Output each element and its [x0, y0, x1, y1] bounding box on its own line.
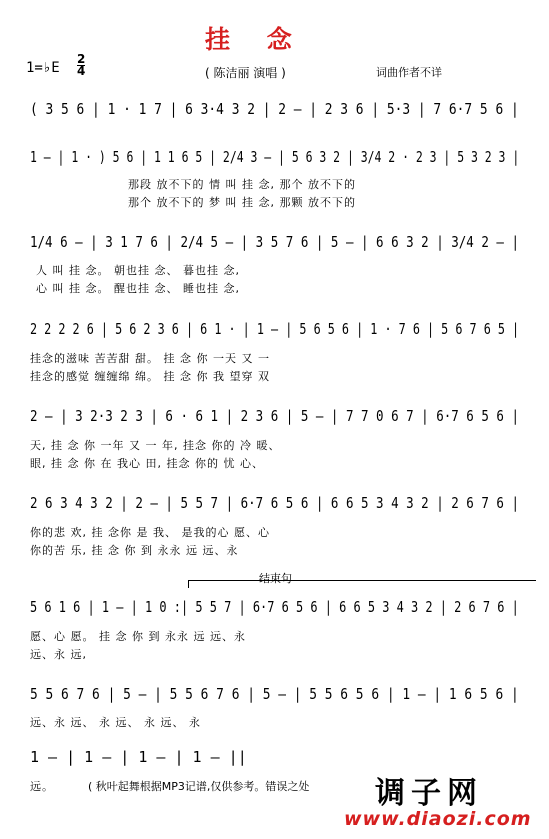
score-row-4: 2 2 2 2 6 | 5 6 2 3 6 | 6 1 · | 1 – | 5 6 5 6 | 1 · 7 6 | 5 6 7 6 5 |: [30, 320, 520, 338]
score-row-8: 5 5 6 7 6 | 5 – | 5 5 6 7 6 | 5 – | 5 5 6 5 6 | 1 – | 1 6 5 6 |: [30, 685, 519, 703]
singer-credit: ( 陈洁丽 演唱 ): [205, 66, 286, 80]
lyrics-row-2-verse-1: 那段 放不下的 情 叫 挂 念, 那个 放不下的: [128, 178, 356, 191]
lyrics-row-7-verse-1: 愿、心 愿。 挂 念 你 到 永永 远 远、永: [30, 630, 246, 643]
lyrics-row-5-verse-2: 眼, 挂 念 你 在 我心 田, 挂念 你的 忧 心、: [30, 457, 264, 470]
lyrics-row-6-verse-2: 你的苦 乐, 挂 念 你 到 永永 远 远、永: [30, 544, 239, 557]
score-row-2: 1 – | 1 · ) 5 6 | 1 1 6 5 | 2/4 3 – | 5 6 3 2 | 3/4 2 · 2 3 | 5 3 2 3 |: [30, 148, 520, 166]
score-row-1: ( 3 5 6 | 1 · 1 7 | 6 3·4 3 2 | 2 – | 2 3 6 | 5·3 | 7 6·7 5 6 |: [30, 100, 519, 118]
score-row-7: 5 6 1 6 | 1 – | 1 0 :| 5 5 7 | 6·7 6 5 6 | 6 6 5 3 4 3 2 | 2 6 7 6 |: [30, 598, 519, 616]
watermark-logo: 调子网: [375, 776, 483, 811]
lyrics-row-4-verse-2: 挂念的感觉 缠缠绵 绵。 挂 念 你 我 望穿 双: [30, 370, 270, 383]
ending-bracket-tick: [188, 580, 189, 588]
transcription-note: ( 秋叶起舞根据MP3记谱,仅供参考。错误之处: [88, 780, 310, 793]
score-row-6: 2 6 3 4 3 2 | 2 – | 5 5 7 | 6·7 6 5 6 | 6 6 5 3 4 3 2 | 2 6 7 6 |: [30, 494, 519, 512]
lyrics-row-2-verse-2: 那个 放不下的 梦 叫 挂 念, 那颗 放不下的: [128, 196, 356, 209]
song-title: 挂 念: [205, 25, 306, 54]
meter-top: 2: [77, 52, 86, 66]
lyrics-row-5-verse-1: 天, 挂 念 你 一年 又 一 年, 挂念 你的 冷 暖、: [30, 439, 281, 452]
score-row-5: 2 – | 3 2·3 2 3 | 6 · 6 1 | 2 3 6 | 5 – | 7 7 0 6 7 | 6·7 6 5 6 |: [30, 407, 519, 425]
ending-bracket-line: [188, 580, 536, 581]
lyrics-row-3-verse-2: 心 叫 挂 念。 醒也挂 念、 睡也挂 念,: [36, 282, 240, 295]
lyrics-row-6-verse-1: 你的悲 欢, 挂 念你 是 我、 是我的心 愿、心: [30, 526, 270, 539]
time-signature: [77, 54, 85, 77]
lyrics-row-3-verse-1: 人 叫 挂 念。 朝也挂 念、 暮也挂 念,: [36, 264, 240, 277]
lyrics-row-9-verse-1: 远。: [30, 780, 54, 793]
lyrics-row-8-verse-1: 远、永 远、 永 远、 永 远、 永: [30, 716, 201, 729]
meter-bottom: 4: [77, 64, 86, 78]
lyrics-row-4-verse-1: 挂念的滋味 苦苦甜 甜。 挂 念 你 一天 又 一: [30, 352, 270, 365]
score-row-3: 1/4 6 – | 3 1 7 6 | 2/4 5 – | 3 5 7 6 | 5 – | 6 6 3 2 | 3/4 2 – |: [30, 233, 519, 251]
author-credit: 词曲作者不详: [376, 66, 442, 79]
lyrics-row-7-verse-2: 远、永 远,: [30, 648, 87, 661]
score-row-9: 1 – | 1 – | 1 – | 1 – ||: [30, 748, 247, 766]
ending-label: 结束句: [259, 572, 292, 585]
key-signature: 1=♭E: [26, 60, 60, 76]
watermark-url[interactable]: www.diaozi.com: [344, 808, 532, 830]
